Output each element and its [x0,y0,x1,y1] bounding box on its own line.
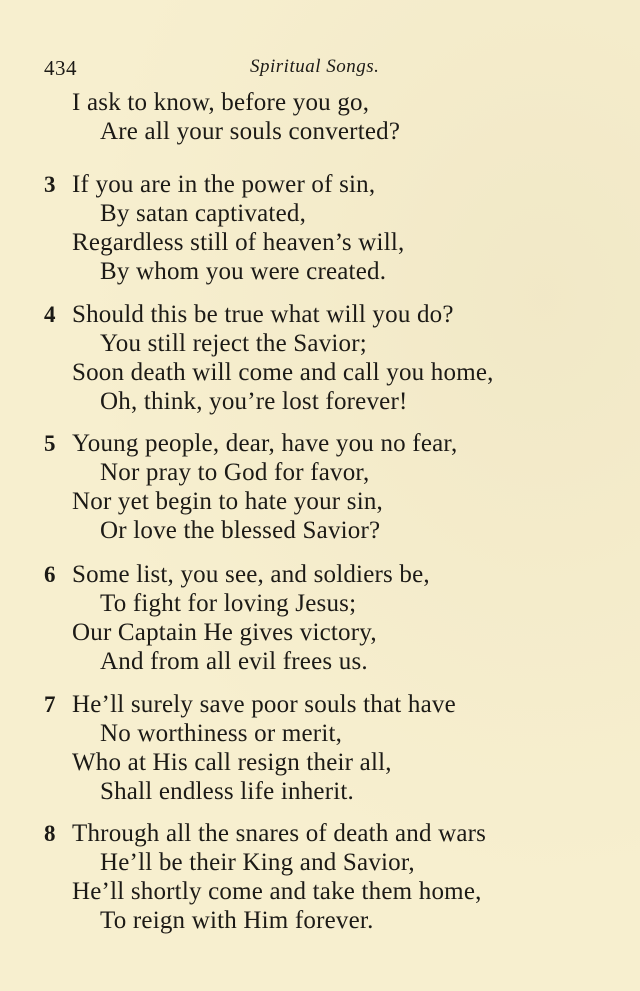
verse-line: Regardless still of heaven’s will, [72,229,405,256]
verse-line [44,560,614,589]
stanza-number: 8 [44,821,56,846]
verse-line-text: Some list, you see, and soldiers be, [72,561,430,588]
verse-line: To reign with Him forever. [100,907,374,934]
verse-line: You still reject the Savior; [100,330,367,357]
verse-line: Shall endless life inherit. [100,778,354,805]
verse-line [44,170,614,199]
stanza-8 [44,819,614,935]
stanza-3 [44,170,614,286]
stanza-4 [44,300,614,416]
page-number: 434 [44,56,77,80]
stanza-number: 7 [44,692,56,717]
verse-line: Are all your souls converted? [100,118,401,145]
verse-line: Or love the blessed Savior? [100,517,381,544]
stanza-7 [44,690,614,806]
verse-line: Our Captain He gives victory, [72,619,377,646]
verse-line: Who at His call resign their all, [72,749,392,776]
verse-line [44,429,614,458]
verse-line: Nor yet begin to hate your sin, [72,488,383,515]
running-title: Spiritual Songs. [250,56,380,77]
verse-line-text: Young people, dear, have you no fear, [72,430,458,457]
verse-line: And from all evil frees us. [100,648,368,675]
verse-line: Oh, think, you’re lost forever! [100,388,408,415]
verse-line [44,819,614,848]
verse-line: By whom you were created. [100,258,387,285]
page-header [44,56,604,80]
stanza-number: 6 [44,562,56,587]
stanza-number: 3 [44,172,56,197]
verse-line: He’ll be their King and Savior, [100,849,415,876]
verse-line: Soon death will come and call you home, [72,359,494,386]
verse-line [44,300,614,329]
verse-line-text: Should this be true what will you do? [72,301,454,328]
verse-line [44,690,614,719]
verse-line: Nor pray to God for favor, [100,459,370,486]
verse-line-text: If you are in the power of sin, [72,171,376,198]
stanza-number: 5 [44,431,56,456]
verse-line: By satan captivated, [100,200,307,227]
verse-line-text: He’ll surely save poor souls that have [72,691,456,718]
stanza-number: 4 [44,302,56,327]
verse-line-text: Through all the snares of death and wars [72,820,487,847]
verse-line: I ask to know, before you go, [72,89,370,116]
verse-line: To fight for loving Jesus; [100,590,357,617]
stanza-continuation [44,88,614,146]
stanza-6 [44,560,614,676]
verse-line: No worthiness or merit, [100,720,343,747]
stanza-5 [44,429,614,545]
verse-line: He’ll shortly come and take them home, [72,878,482,905]
